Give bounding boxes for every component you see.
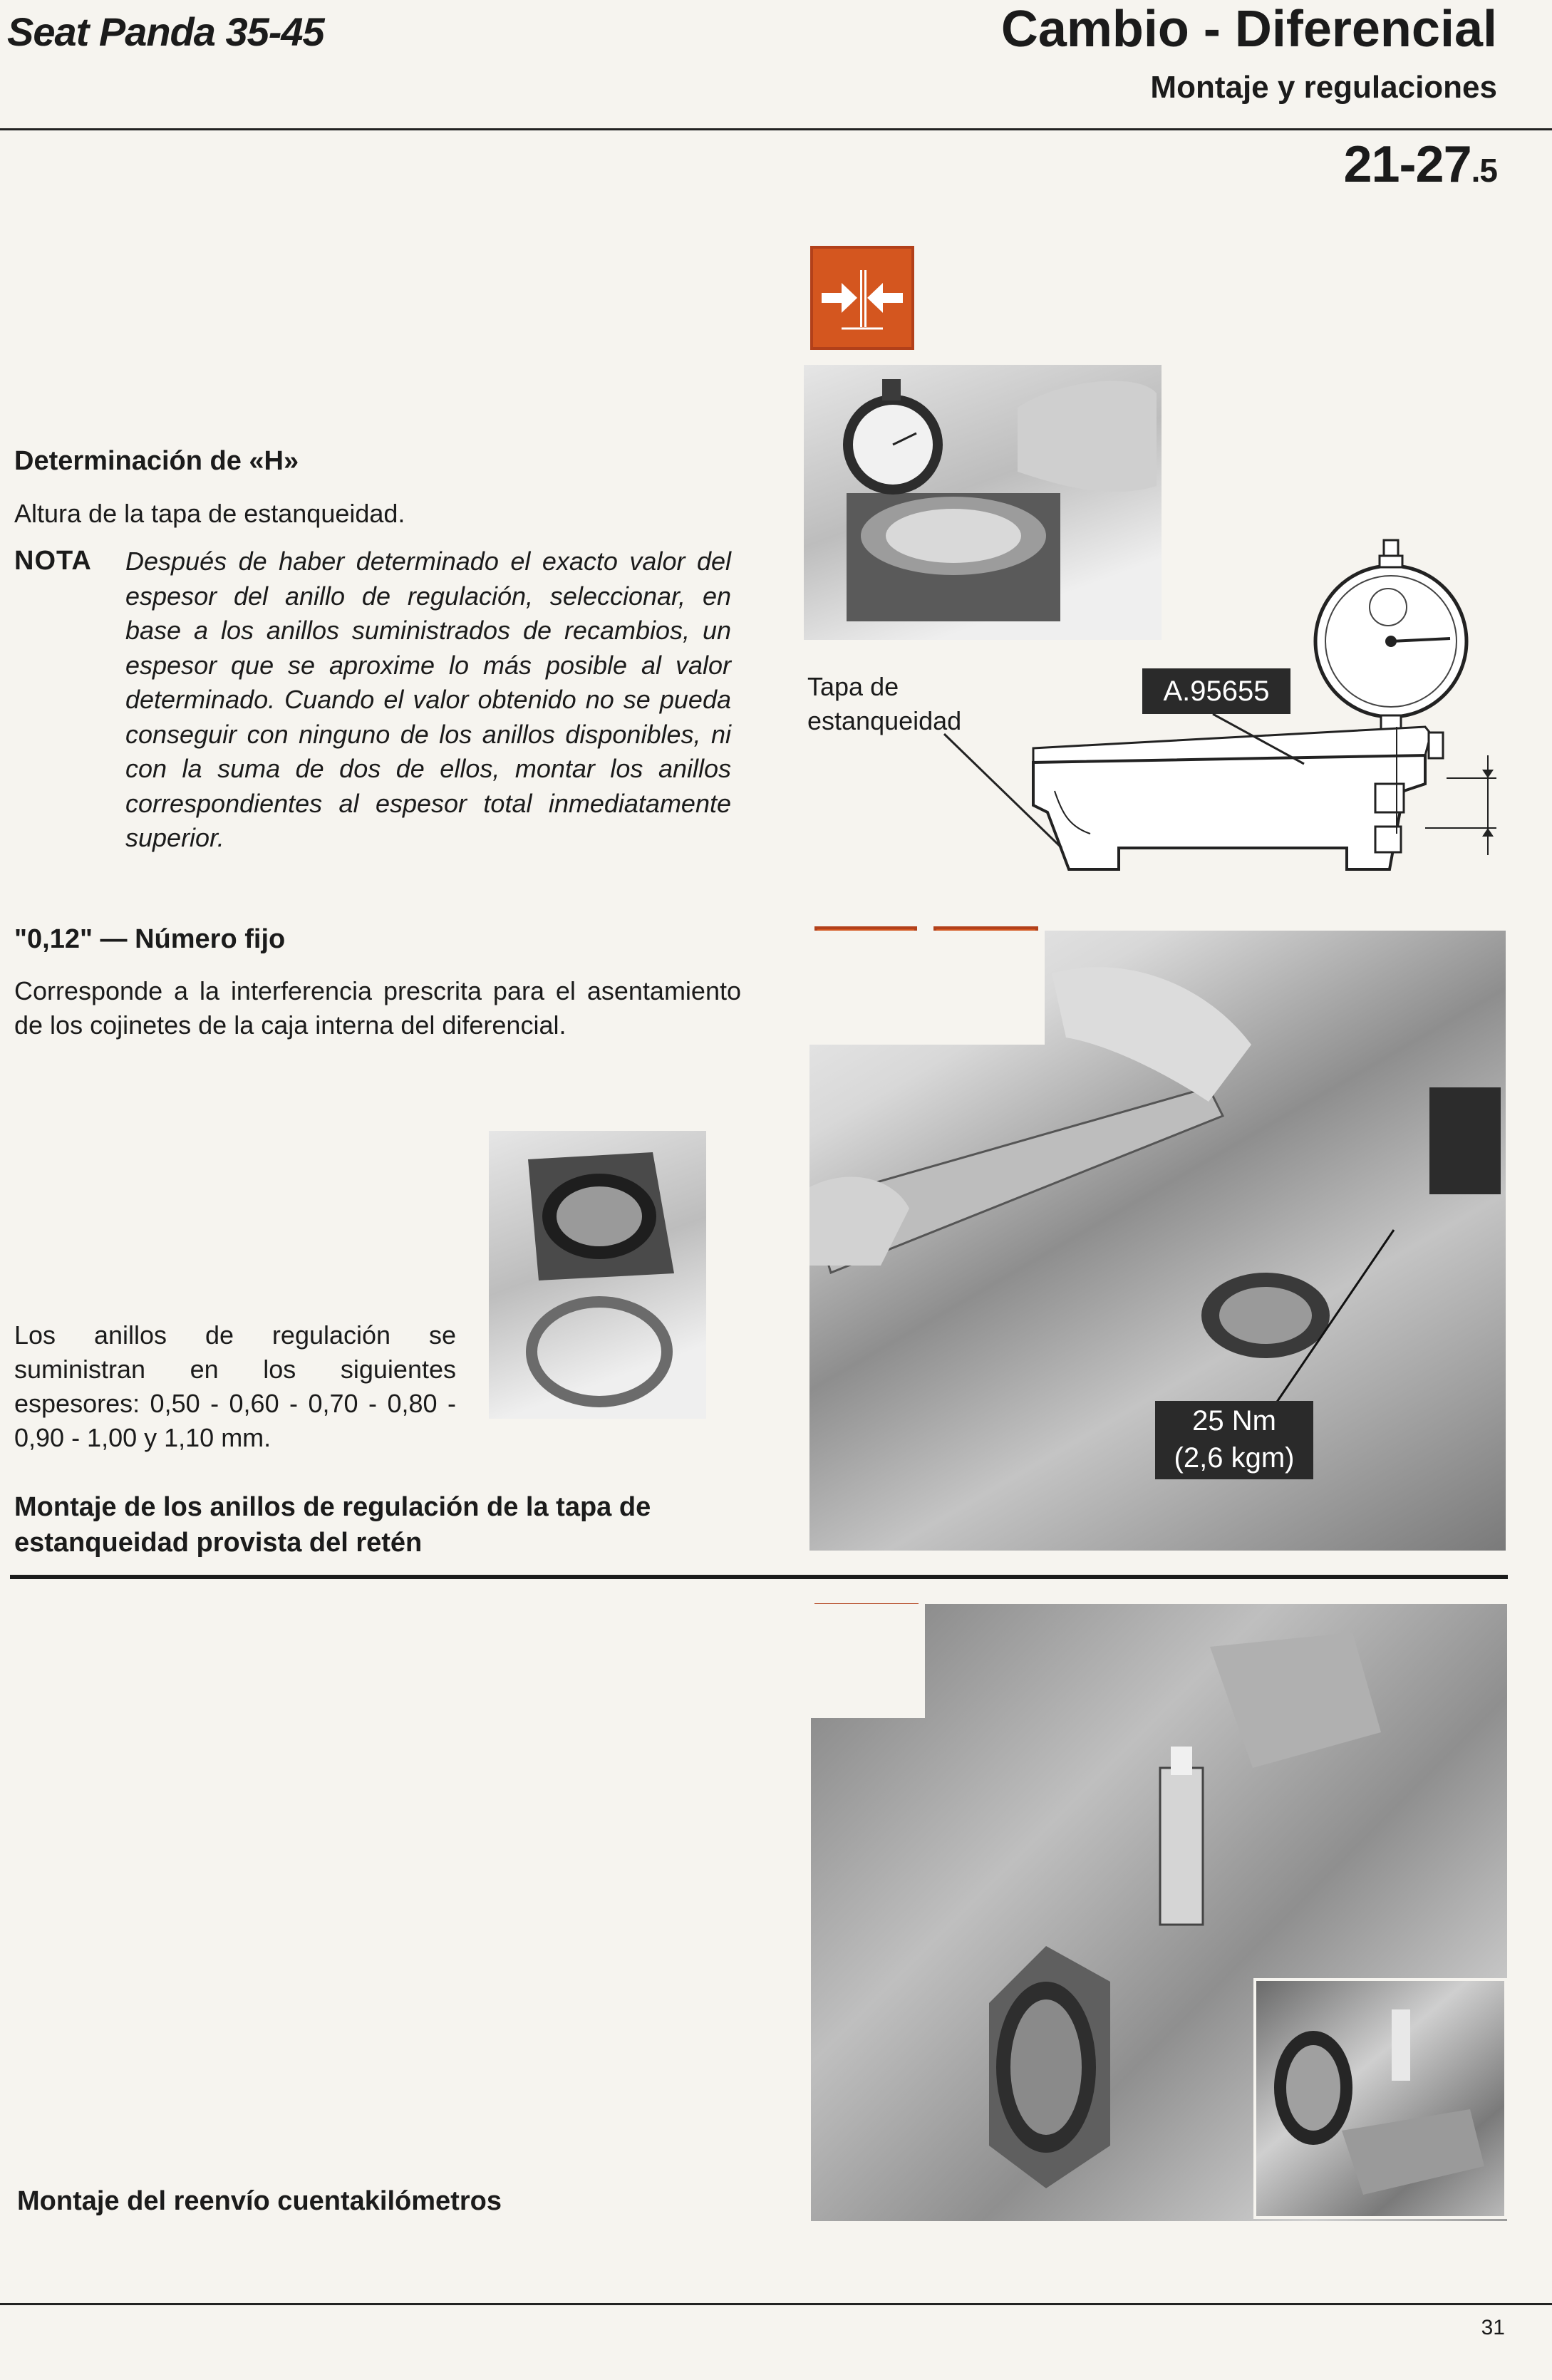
chapter-subtitle: Montaje y regulaciones [1150,70,1497,105]
page-number: 31 [1481,2316,1505,2339]
rings-text: Los anillos de regulación se suministran en los siguientes espesores: 0,50 - 0,60 - 0,70 - 0,80 - 0,90 - 1,00 y 1,10 mm. [14,1320,456,1452]
torque-label [1155,1401,1313,1479]
speedo-detail-photo [1253,1978,1507,2219]
section-divider [10,1575,1508,1579]
cover-label: Tapa de estanqueidad [807,672,962,735]
mount-rings-heading: Montaje de los anillos de regulación de la tapa de estanqueidad provista del retén [14,1492,651,1558]
section-h-heading: Determinación de «H» [14,446,299,476]
page-code [1343,135,1497,194]
note-text: Después de haber determinado el exacto valor del espesor del anillo de regulación, seleccionar, en base a los anillos suministrados de recambios, un espesor que se aproxime lo más posible al valor determinado. Cuando el valor obtenido no se pueda conseguir con ninguno de los anillos disponibles, ni con la suma de dos de ellos, montar los anillos correspondientes al espesor total inmediatamente superior. [125,547,731,852]
manual-model: Seat Panda 35-45 [7,9,324,54]
fixed-number-text: Corresponde a la interferencia prescrita para el asentamiento de los cojinetes de la caja interna del diferencial. [14,976,741,1040]
cover-ring-photo [489,1131,706,1419]
torque-line-1: 25 Nm [1192,1405,1276,1437]
page-code-suffix: .5 [1471,152,1497,189]
fixed-number-heading: "0,12" — Número fijo [14,924,286,954]
tool-code-label: A.95655 [1142,668,1290,714]
measure-icon [810,246,914,350]
cover-diagram [805,513,1518,884]
header-rule [0,128,1552,130]
torque-line-2: (2,6 kgm) [1174,1442,1295,1474]
note-label: NOTA [14,546,92,576]
footer-rule [0,2303,1552,2305]
speedo-heading: Montaje del reenvío cuentakilómetros [17,2186,502,2216]
chapter-title: Cambio - Diferencial [1000,1,1497,58]
section-h-subtitle: Altura de la tapa de estanqueidad. [14,499,405,528]
page-code-main: 21-27 [1343,136,1471,193]
